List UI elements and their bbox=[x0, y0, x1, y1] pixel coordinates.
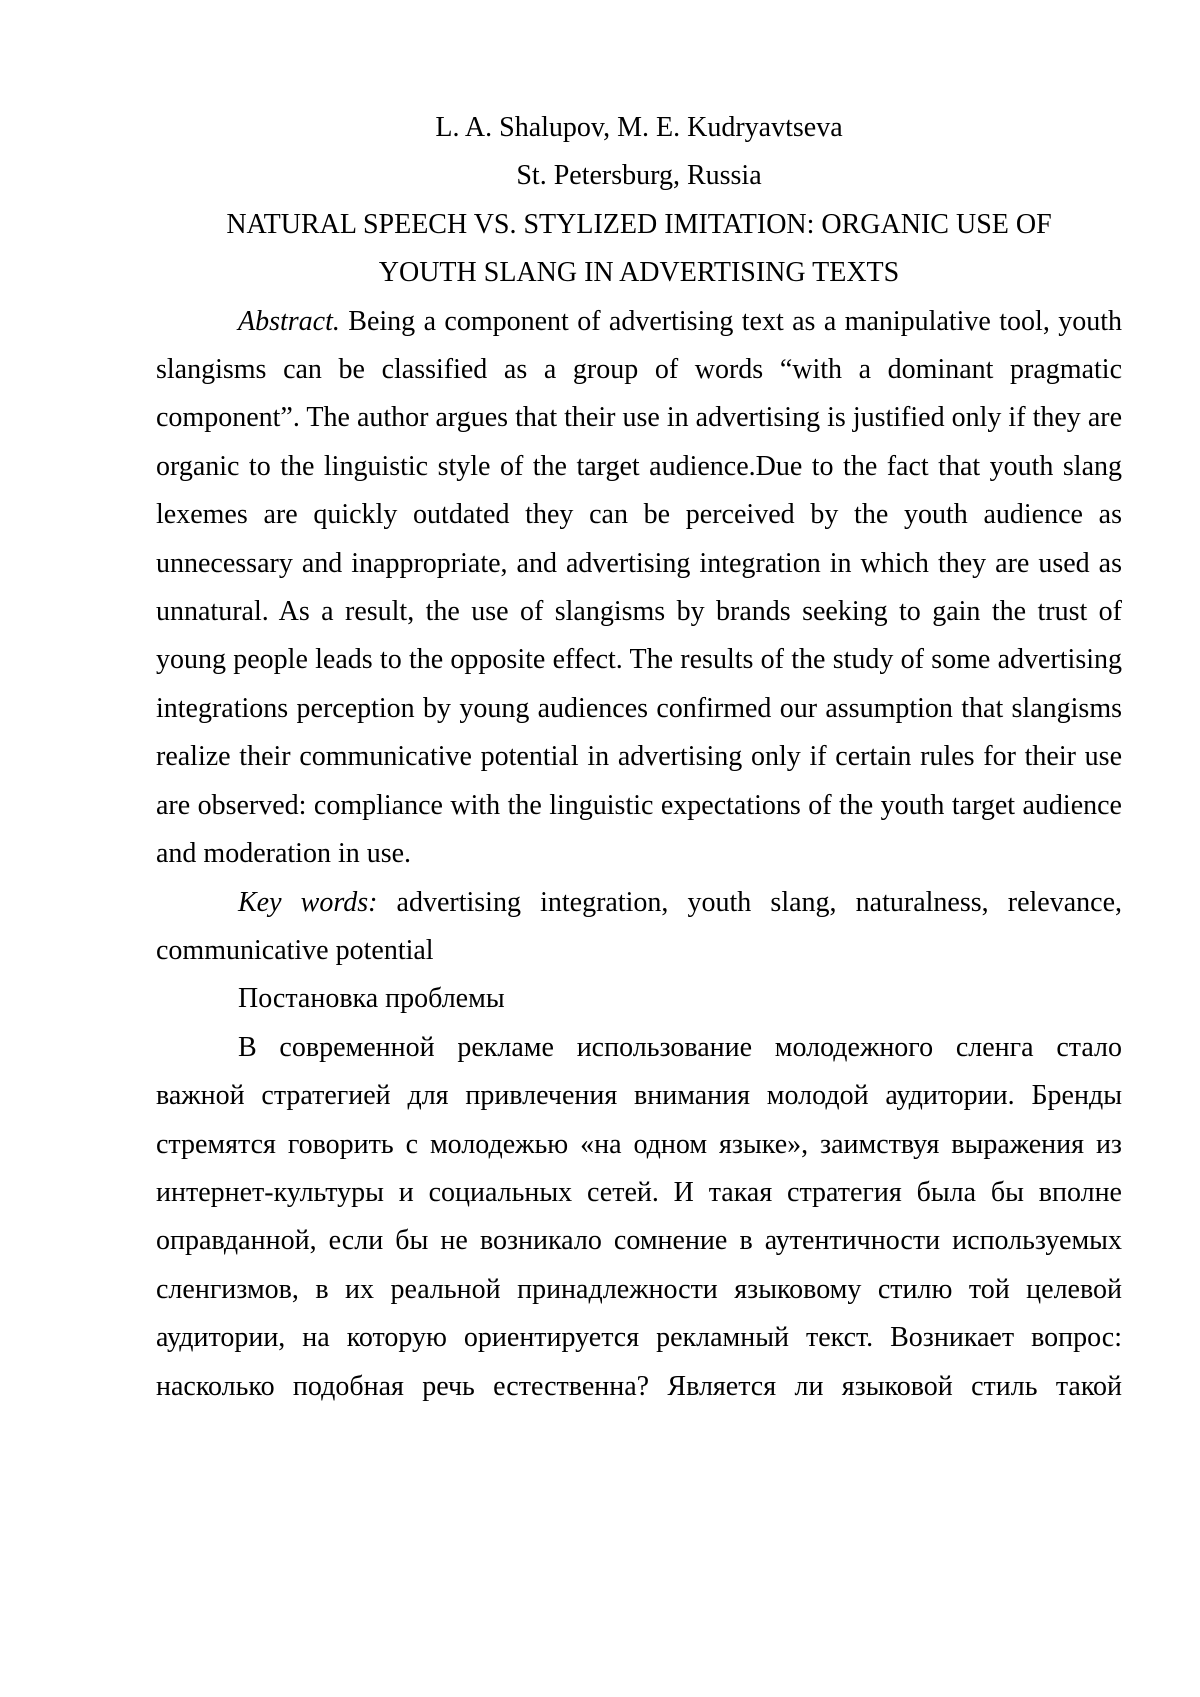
authors-line: L. A. Shalupov, M. E. Kudryavtseva bbox=[435, 112, 843, 143]
paper-title-line-1: NATURAL SPEECH VS. STYLIZED IMITATION: ORGANIC USE OF bbox=[226, 208, 1052, 240]
problem-statement-paragraph: В современной рекламе использование молодежного сленга стало важной стратегией для привлечения внимания молодой аудитории. Бренды стремятся говорить с молодежью «на одном языке», заимствуя выражения из интернет-культуры и социальных сетей. И такая стратегия была бы вполне оправданной, если бы не возникало сомнение в аутентичности используемых сленгизмов, в их реальной принадлежности языковому стилю той целевой аудитории, на которую ориентируется рекламный текст. Возникает вопрос: насколько подобная речь естественна? Является ли языковой стиль такой bbox=[156, 1031, 1122, 1402]
abstract-paragraph bbox=[156, 298, 1122, 879]
location-line: St. Petersburg, Russia bbox=[516, 160, 762, 192]
abstract-text: Being a component of advertising text as a manipulative tool, youth slangisms can be classified as a group of words “with a dominant pragmatic component”. The author argues that their use in advertising is justified only if they are organic to the linguistic style of the target audience.Due to the fact that youth slang lexemes are quickly outdated they can be perceived by the youth audience as unnecessary and inappropriate, and advertising integration in which they are used as unnatural. As a result, the use of slangisms by brands seeking to gain the trust of young people leads to the opposite effect. The results of the study of some advertising integrations perception by young audiences confirmed our assumption that slangisms realize their communicative potential in advertising only if certain rules for their use are observed: compliance with the linguistic expectations of the youth target audience and moderation in use. bbox=[156, 305, 1122, 870]
keywords-paragraph bbox=[156, 879, 1122, 976]
page-content bbox=[156, 0, 1122, 1411]
paper-title-line-2: YOUTH SLANG IN ADVERTISING TEXTS bbox=[378, 257, 900, 289]
keywords-text: advertising integration, youth slang, naturalness, relevance, communicative potential bbox=[156, 886, 1122, 966]
section-heading: Постановка проблемы bbox=[238, 983, 505, 1015]
abstract-label: Abstract. bbox=[238, 305, 340, 337]
paper-title bbox=[156, 201, 1122, 298]
keywords-label: Key words: bbox=[238, 886, 378, 918]
